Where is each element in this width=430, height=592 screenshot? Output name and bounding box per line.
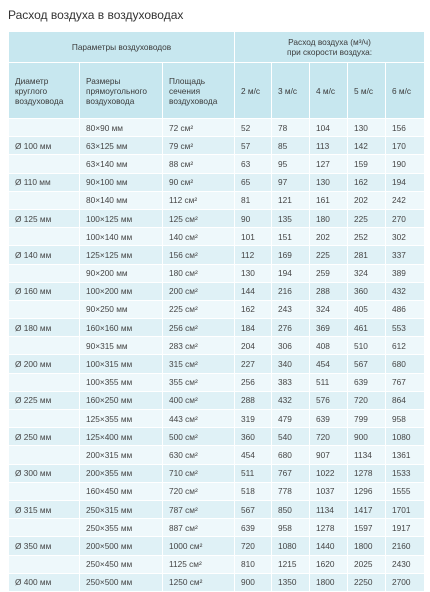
page-title: Расход воздуха в воздуховодах bbox=[8, 8, 184, 22]
diameter-cell bbox=[9, 373, 80, 391]
flow-cell: 288 bbox=[310, 282, 348, 300]
diameter-cell bbox=[9, 482, 80, 500]
flow-cell: 1361 bbox=[386, 446, 425, 464]
flow-cell: 130 bbox=[235, 264, 272, 282]
flow-cell: 518 bbox=[235, 482, 272, 500]
table-row bbox=[9, 155, 425, 173]
flow-cell: 306 bbox=[272, 337, 310, 355]
flow-cell: 225 bbox=[310, 246, 348, 264]
area-cell: 500 см² bbox=[163, 428, 235, 446]
diameter-cell: Ø 400 мм bbox=[9, 573, 80, 591]
flow-cell: 360 bbox=[235, 428, 272, 446]
flow-cell: 202 bbox=[348, 191, 386, 209]
diameter-cell: Ø 350 мм bbox=[9, 537, 80, 555]
rect-size-cell: 63×140 мм bbox=[80, 155, 163, 173]
flow-cell: 194 bbox=[272, 264, 310, 282]
flow-cell: 907 bbox=[310, 446, 348, 464]
area-cell: 200 см² bbox=[163, 282, 235, 300]
flow-cell: 1597 bbox=[348, 519, 386, 537]
diameter-cell: Ø 140 мм bbox=[9, 246, 80, 264]
flow-cell: 369 bbox=[310, 319, 348, 337]
flow-cell: 1620 bbox=[310, 555, 348, 573]
flow-cell: 90 bbox=[235, 209, 272, 227]
flow-cell: 1278 bbox=[348, 464, 386, 482]
area-column-header: Площадь сечения воздуховода bbox=[163, 63, 235, 119]
table-row bbox=[9, 137, 425, 155]
flow-cell: 1350 bbox=[272, 573, 310, 591]
table-row bbox=[9, 555, 425, 573]
diameter-cell bbox=[9, 410, 80, 428]
flow-cell: 900 bbox=[348, 428, 386, 446]
rect-size-column-header: Размеры прямоугольного воздуховода bbox=[80, 63, 163, 119]
flow-cell: 511 bbox=[310, 373, 348, 391]
area-cell: 400 см² bbox=[163, 391, 235, 409]
flow-cell: 864 bbox=[386, 391, 425, 409]
flow-cell: 281 bbox=[348, 246, 386, 264]
flow-cell: 567 bbox=[348, 355, 386, 373]
flow-cell: 576 bbox=[310, 391, 348, 409]
flow-cell: 156 bbox=[386, 119, 425, 137]
area-cell: 355 см² bbox=[163, 373, 235, 391]
flow-cell: 720 bbox=[310, 428, 348, 446]
diameter-cell: Ø 200 мм bbox=[9, 355, 80, 373]
table-row bbox=[9, 282, 425, 300]
flow-cell: 720 bbox=[235, 537, 272, 555]
table-row bbox=[9, 464, 425, 482]
flow-cell: 324 bbox=[310, 300, 348, 318]
flow-cell: 810 bbox=[235, 555, 272, 573]
area-cell: 787 см² bbox=[163, 500, 235, 518]
flow-cell: 81 bbox=[235, 191, 272, 209]
diameter-cell bbox=[9, 300, 80, 318]
flow-cell: 63 bbox=[235, 155, 272, 173]
table-body bbox=[9, 119, 425, 592]
flow-cell: 850 bbox=[272, 500, 310, 518]
flow-cell: 95 bbox=[272, 155, 310, 173]
diameter-cell: Ø 100 мм bbox=[9, 137, 80, 155]
flow-cell: 1278 bbox=[310, 519, 348, 537]
diameter-cell: Ø 225 мм bbox=[9, 391, 80, 409]
flow-cell: 389 bbox=[386, 264, 425, 282]
diameter-cell: Ø 160 мм bbox=[9, 282, 80, 300]
flow-cell: 52 bbox=[235, 119, 272, 137]
flow-group-line1: Расход воздуха (м³/ч) bbox=[288, 37, 371, 47]
flow-cell: 161 bbox=[310, 191, 348, 209]
speed-column-header: 2 м/с bbox=[235, 63, 272, 119]
area-cell: 887 см² bbox=[163, 519, 235, 537]
area-cell: 720 см² bbox=[163, 482, 235, 500]
flow-cell: 767 bbox=[386, 373, 425, 391]
flow-cell: 337 bbox=[386, 246, 425, 264]
table-row bbox=[9, 209, 425, 227]
flow-cell: 1440 bbox=[310, 537, 348, 555]
area-cell: 283 см² bbox=[163, 337, 235, 355]
area-cell: 1250 см² bbox=[163, 573, 235, 591]
table-row bbox=[9, 173, 425, 191]
flow-cell: 1134 bbox=[310, 500, 348, 518]
flow-cell: 113 bbox=[310, 137, 348, 155]
flow-cell: 204 bbox=[235, 337, 272, 355]
area-cell: 710 см² bbox=[163, 464, 235, 482]
rect-size-cell: 90×250 мм bbox=[80, 300, 163, 318]
table-row bbox=[9, 319, 425, 337]
flow-cell: 78 bbox=[272, 119, 310, 137]
flow-cell: 2430 bbox=[386, 555, 425, 573]
flow-cell: 1080 bbox=[272, 537, 310, 555]
flow-cell: 454 bbox=[235, 446, 272, 464]
flow-cell: 778 bbox=[272, 482, 310, 500]
flow-cell: 2250 bbox=[348, 573, 386, 591]
diameter-cell bbox=[9, 337, 80, 355]
flow-group-line2: при скорости воздуха: bbox=[286, 47, 373, 57]
table-row bbox=[9, 428, 425, 446]
flow-cell: 1215 bbox=[272, 555, 310, 573]
flow-cell: 324 bbox=[348, 264, 386, 282]
flow-cell: 799 bbox=[348, 410, 386, 428]
table-row bbox=[9, 573, 425, 591]
flow-cell: 162 bbox=[235, 300, 272, 318]
table-row bbox=[9, 246, 425, 264]
area-cell: 315 см² bbox=[163, 355, 235, 373]
flow-cell: 553 bbox=[386, 319, 425, 337]
flow-cell: 479 bbox=[272, 410, 310, 428]
flow-cell: 612 bbox=[386, 337, 425, 355]
airflow-table-container bbox=[8, 31, 424, 592]
flow-cell: 270 bbox=[386, 209, 425, 227]
flow-cell: 130 bbox=[310, 173, 348, 191]
diameter-cell: Ø 300 мм bbox=[9, 464, 80, 482]
flow-cell: 184 bbox=[235, 319, 272, 337]
table-row bbox=[9, 191, 425, 209]
flow-cell: 170 bbox=[386, 137, 425, 155]
diameter-cell bbox=[9, 191, 80, 209]
diameter-cell: Ø 125 мм bbox=[9, 209, 80, 227]
flow-cell: 1296 bbox=[348, 482, 386, 500]
flow-cell: 639 bbox=[348, 373, 386, 391]
diameter-cell bbox=[9, 155, 80, 173]
rect-size-cell: 100×140 мм bbox=[80, 228, 163, 246]
flow-cell: 130 bbox=[348, 119, 386, 137]
flow-cell: 720 bbox=[348, 391, 386, 409]
diameter-cell: Ø 110 мм bbox=[9, 173, 80, 191]
table-row bbox=[9, 410, 425, 428]
rect-size-cell: 250×500 мм bbox=[80, 573, 163, 591]
rect-size-cell: 90×200 мм bbox=[80, 264, 163, 282]
flow-cell: 1800 bbox=[348, 537, 386, 555]
area-cell: 225 см² bbox=[163, 300, 235, 318]
flow-cell: 383 bbox=[272, 373, 310, 391]
area-cell: 180 см² bbox=[163, 264, 235, 282]
table-row bbox=[9, 373, 425, 391]
rect-size-cell: 250×315 мм bbox=[80, 500, 163, 518]
flow-cell: 454 bbox=[310, 355, 348, 373]
area-cell: 156 см² bbox=[163, 246, 235, 264]
flow-cell: 104 bbox=[310, 119, 348, 137]
diameter-cell bbox=[9, 446, 80, 464]
area-cell: 88 см² bbox=[163, 155, 235, 173]
flow-cell: 958 bbox=[386, 410, 425, 428]
flow-cell: 227 bbox=[235, 355, 272, 373]
diameter-cell: Ø 180 мм bbox=[9, 319, 80, 337]
area-cell: 443 см² bbox=[163, 410, 235, 428]
flow-cell: 639 bbox=[235, 519, 272, 537]
params-group-header: Параметры воздуховодов bbox=[9, 32, 235, 63]
flow-cell: 639 bbox=[310, 410, 348, 428]
flow-cell: 127 bbox=[310, 155, 348, 173]
rect-size-cell: 160×450 мм bbox=[80, 482, 163, 500]
flow-cell: 169 bbox=[272, 246, 310, 264]
table-row bbox=[9, 482, 425, 500]
flow-cell: 1800 bbox=[310, 573, 348, 591]
flow-cell: 112 bbox=[235, 246, 272, 264]
area-cell: 140 см² bbox=[163, 228, 235, 246]
flow-cell: 243 bbox=[272, 300, 310, 318]
table-row bbox=[9, 300, 425, 318]
flow-cell: 159 bbox=[348, 155, 386, 173]
table-row bbox=[9, 119, 425, 137]
diameter-cell bbox=[9, 555, 80, 573]
flow-cell: 151 bbox=[272, 228, 310, 246]
area-cell: 90 см² bbox=[163, 173, 235, 191]
speed-column-header: 4 м/с bbox=[310, 63, 348, 119]
rect-size-cell: 125×400 мм bbox=[80, 428, 163, 446]
flow-cell: 540 bbox=[272, 428, 310, 446]
diameter-cell bbox=[9, 228, 80, 246]
flow-cell: 360 bbox=[348, 282, 386, 300]
rect-size-cell: 80×90 мм bbox=[80, 119, 163, 137]
flow-cell: 958 bbox=[272, 519, 310, 537]
flow-group-header bbox=[235, 32, 425, 63]
flow-cell: 340 bbox=[272, 355, 310, 373]
area-cell: 1000 см² bbox=[163, 537, 235, 555]
rect-size-cell: 160×250 мм bbox=[80, 391, 163, 409]
table-row bbox=[9, 228, 425, 246]
flow-cell: 680 bbox=[386, 355, 425, 373]
flow-cell: 194 bbox=[386, 173, 425, 191]
rect-size-cell: 90×100 мм bbox=[80, 173, 163, 191]
flow-cell: 1134 bbox=[348, 446, 386, 464]
flow-cell: 1917 bbox=[386, 519, 425, 537]
speed-column-header: 3 м/с bbox=[272, 63, 310, 119]
rect-size-cell: 125×125 мм bbox=[80, 246, 163, 264]
area-cell: 72 см² bbox=[163, 119, 235, 137]
rect-size-cell: 200×355 мм bbox=[80, 464, 163, 482]
flow-cell: 1533 bbox=[386, 464, 425, 482]
diameter-cell bbox=[9, 264, 80, 282]
rect-size-cell: 200×315 мм bbox=[80, 446, 163, 464]
area-cell: 112 см² bbox=[163, 191, 235, 209]
flow-cell: 85 bbox=[272, 137, 310, 155]
diameter-cell bbox=[9, 519, 80, 537]
rect-size-cell: 100×125 мм bbox=[80, 209, 163, 227]
rect-size-cell: 90×315 мм bbox=[80, 337, 163, 355]
flow-cell: 680 bbox=[272, 446, 310, 464]
flow-cell: 1022 bbox=[310, 464, 348, 482]
area-cell: 1125 см² bbox=[163, 555, 235, 573]
flow-cell: 405 bbox=[348, 300, 386, 318]
flow-cell: 767 bbox=[272, 464, 310, 482]
flow-cell: 432 bbox=[272, 391, 310, 409]
flow-cell: 190 bbox=[386, 155, 425, 173]
rect-size-cell: 250×355 мм bbox=[80, 519, 163, 537]
flow-cell: 142 bbox=[348, 137, 386, 155]
rect-size-cell: 200×500 мм bbox=[80, 537, 163, 555]
flow-cell: 1080 bbox=[386, 428, 425, 446]
rect-size-cell: 160×160 мм bbox=[80, 319, 163, 337]
area-cell: 125 см² bbox=[163, 209, 235, 227]
rect-size-cell: 100×355 мм bbox=[80, 373, 163, 391]
flow-cell: 256 bbox=[235, 373, 272, 391]
rect-size-cell: 80×140 мм bbox=[80, 191, 163, 209]
table-row bbox=[9, 337, 425, 355]
rect-size-cell: 100×200 мм bbox=[80, 282, 163, 300]
flow-cell: 57 bbox=[235, 137, 272, 155]
flow-cell: 486 bbox=[386, 300, 425, 318]
flow-cell: 162 bbox=[348, 173, 386, 191]
area-cell: 630 см² bbox=[163, 446, 235, 464]
table-row bbox=[9, 391, 425, 409]
flow-cell: 2160 bbox=[386, 537, 425, 555]
flow-cell: 202 bbox=[310, 228, 348, 246]
flow-cell: 408 bbox=[310, 337, 348, 355]
table-row bbox=[9, 446, 425, 464]
flow-cell: 180 bbox=[310, 209, 348, 227]
flow-cell: 319 bbox=[235, 410, 272, 428]
table-row bbox=[9, 537, 425, 555]
flow-cell: 1417 bbox=[348, 500, 386, 518]
diameter-cell: Ø 315 мм bbox=[9, 500, 80, 518]
flow-cell: 1555 bbox=[386, 482, 425, 500]
flow-cell: 1701 bbox=[386, 500, 425, 518]
area-cell: 256 см² bbox=[163, 319, 235, 337]
diameter-column-header: Диаметр круглого воздуховода bbox=[9, 63, 80, 119]
table-row bbox=[9, 500, 425, 518]
speed-column-header: 6 м/с bbox=[386, 63, 425, 119]
rect-size-cell: 250×450 мм bbox=[80, 555, 163, 573]
flow-cell: 276 bbox=[272, 319, 310, 337]
speed-column-header: 5 м/с bbox=[348, 63, 386, 119]
table-row bbox=[9, 355, 425, 373]
area-cell: 79 см² bbox=[163, 137, 235, 155]
flow-cell: 302 bbox=[386, 228, 425, 246]
flow-cell: 259 bbox=[310, 264, 348, 282]
flow-cell: 511 bbox=[235, 464, 272, 482]
diameter-cell: Ø 250 мм bbox=[9, 428, 80, 446]
table-row bbox=[9, 264, 425, 282]
rect-size-cell: 63×125 мм bbox=[80, 137, 163, 155]
flow-cell: 121 bbox=[272, 191, 310, 209]
airflow-table bbox=[8, 31, 425, 592]
flow-cell: 432 bbox=[386, 282, 425, 300]
flow-cell: 1037 bbox=[310, 482, 348, 500]
rect-size-cell: 125×355 мм bbox=[80, 410, 163, 428]
flow-cell: 144 bbox=[235, 282, 272, 300]
flow-cell: 900 bbox=[235, 573, 272, 591]
rect-size-cell: 100×315 мм bbox=[80, 355, 163, 373]
flow-cell: 252 bbox=[348, 228, 386, 246]
flow-cell: 216 bbox=[272, 282, 310, 300]
flow-cell: 65 bbox=[235, 173, 272, 191]
diameter-cell bbox=[9, 119, 80, 137]
table-row bbox=[9, 519, 425, 537]
flow-cell: 461 bbox=[348, 319, 386, 337]
flow-cell: 97 bbox=[272, 173, 310, 191]
flow-cell: 135 bbox=[272, 209, 310, 227]
flow-cell: 288 bbox=[235, 391, 272, 409]
flow-cell: 101 bbox=[235, 228, 272, 246]
flow-cell: 567 bbox=[235, 500, 272, 518]
flow-cell: 242 bbox=[386, 191, 425, 209]
flow-cell: 510 bbox=[348, 337, 386, 355]
flow-cell: 225 bbox=[348, 209, 386, 227]
flow-cell: 2025 bbox=[348, 555, 386, 573]
flow-cell: 2700 bbox=[386, 573, 425, 591]
